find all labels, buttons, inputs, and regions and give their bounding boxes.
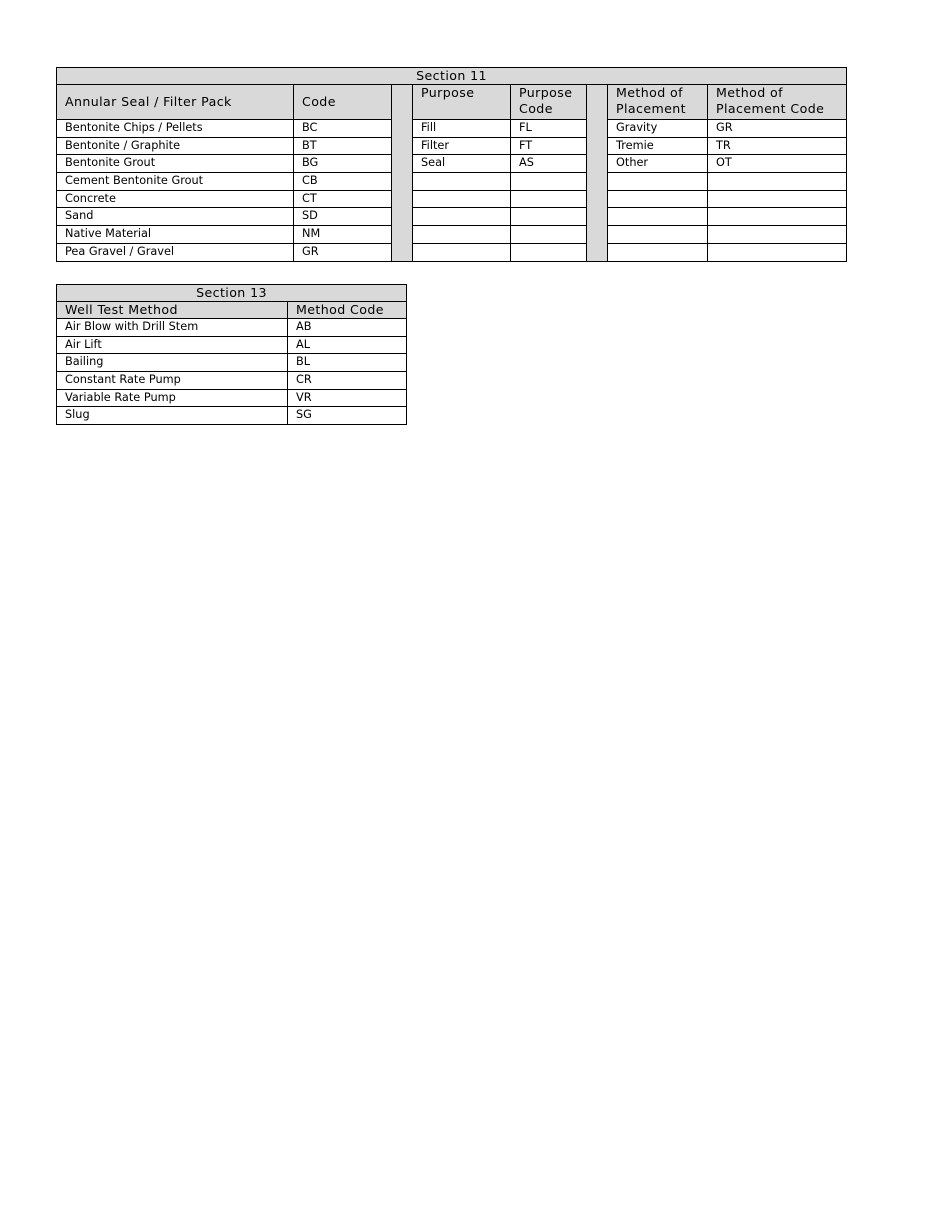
table-row: [57, 155, 847, 173]
cell-method-code: [708, 173, 847, 191]
table-row: [57, 389, 407, 407]
cell-material: Bentonite Grout: [57, 155, 294, 173]
section-11-table: [56, 67, 847, 262]
cell-method: Air Lift: [57, 336, 288, 354]
cell-purpose: Filter: [413, 137, 511, 155]
cell-code: SG: [288, 407, 407, 425]
cell-code: SD: [294, 208, 392, 226]
cell-purpose-code: [511, 173, 587, 191]
table-row: [57, 120, 847, 138]
spacer-column: [392, 85, 413, 262]
cell-method: Variable Rate Pump: [57, 389, 288, 407]
cell-method-code: [708, 226, 847, 244]
table-row: [57, 226, 847, 244]
cell-code: BC: [294, 120, 392, 138]
cell-method: [608, 208, 708, 226]
table-row: [57, 137, 847, 155]
header-method-code: Method Code: [288, 302, 407, 319]
cell-code: BG: [294, 155, 392, 173]
cell-purpose: [413, 208, 511, 226]
header-well-test-method: Well Test Method: [57, 302, 288, 319]
cell-purpose: [413, 190, 511, 208]
cell-code: VR: [288, 389, 407, 407]
header-method-code: Method of Placement Code: [708, 85, 847, 120]
cell-purpose-code: FL: [511, 120, 587, 138]
cell-code: GR: [294, 243, 392, 261]
cell-purpose: [413, 226, 511, 244]
cell-method-code: OT: [708, 155, 847, 173]
table-row: [57, 407, 407, 425]
header-row: [57, 85, 847, 120]
section-13-title: Section 13: [57, 285, 407, 302]
cell-purpose-code: [511, 226, 587, 244]
section-13-table: [56, 284, 407, 425]
cell-method-code: [708, 243, 847, 261]
table-row: [57, 372, 407, 390]
cell-material: Cement Bentonite Grout: [57, 173, 294, 191]
section-11-title: Section 11: [57, 68, 847, 85]
cell-purpose-code: [511, 243, 587, 261]
table-row: [57, 190, 847, 208]
cell-code: BL: [288, 354, 407, 372]
cell-method-code: [708, 208, 847, 226]
cell-material: Pea Gravel / Gravel: [57, 243, 294, 261]
cell-method-code: [708, 190, 847, 208]
cell-method: [608, 226, 708, 244]
table-row: [57, 173, 847, 191]
cell-code: BT: [294, 137, 392, 155]
cell-material: Concrete: [57, 190, 294, 208]
cell-code: NM: [294, 226, 392, 244]
cell-purpose: Seal: [413, 155, 511, 173]
table-row: [57, 336, 407, 354]
cell-purpose: [413, 243, 511, 261]
cell-code: AB: [288, 319, 407, 337]
cell-method: [608, 173, 708, 191]
header-code: Code: [294, 85, 392, 120]
spacer-column: [587, 85, 608, 262]
cell-method: [608, 243, 708, 261]
cell-method: Bailing: [57, 354, 288, 372]
header-method: Method of Placement: [608, 85, 708, 120]
cell-method: Gravity: [608, 120, 708, 138]
cell-method: Tremie: [608, 137, 708, 155]
cell-method: Other: [608, 155, 708, 173]
cell-purpose: [413, 173, 511, 191]
cell-purpose-code: [511, 190, 587, 208]
cell-material: Native Material: [57, 226, 294, 244]
cell-material: Bentonite / Graphite: [57, 137, 294, 155]
cell-material: Bentonite Chips / Pellets: [57, 120, 294, 138]
table-row: [57, 319, 407, 337]
cell-purpose: Fill: [413, 120, 511, 138]
cell-purpose-code: FT: [511, 137, 587, 155]
cell-method-code: TR: [708, 137, 847, 155]
cell-method: Constant Rate Pump: [57, 372, 288, 390]
table-row: [57, 208, 847, 226]
header-purpose-code: Purpose Code: [511, 85, 587, 120]
cell-material: Sand: [57, 208, 294, 226]
cell-method-code: GR: [708, 120, 847, 138]
cell-method: [608, 190, 708, 208]
cell-code: CT: [294, 190, 392, 208]
cell-code: AL: [288, 336, 407, 354]
cell-purpose-code: [511, 208, 587, 226]
header-material: Annular Seal / Filter Pack: [57, 85, 294, 120]
cell-method: Air Blow with Drill Stem: [57, 319, 288, 337]
table-row: [57, 243, 847, 261]
cell-method: Slug: [57, 407, 288, 425]
cell-code: CR: [288, 372, 407, 390]
cell-code: CB: [294, 173, 392, 191]
table-row: [57, 354, 407, 372]
cell-purpose-code: AS: [511, 155, 587, 173]
header-purpose: Purpose: [413, 85, 511, 120]
header-row: [57, 302, 407, 319]
